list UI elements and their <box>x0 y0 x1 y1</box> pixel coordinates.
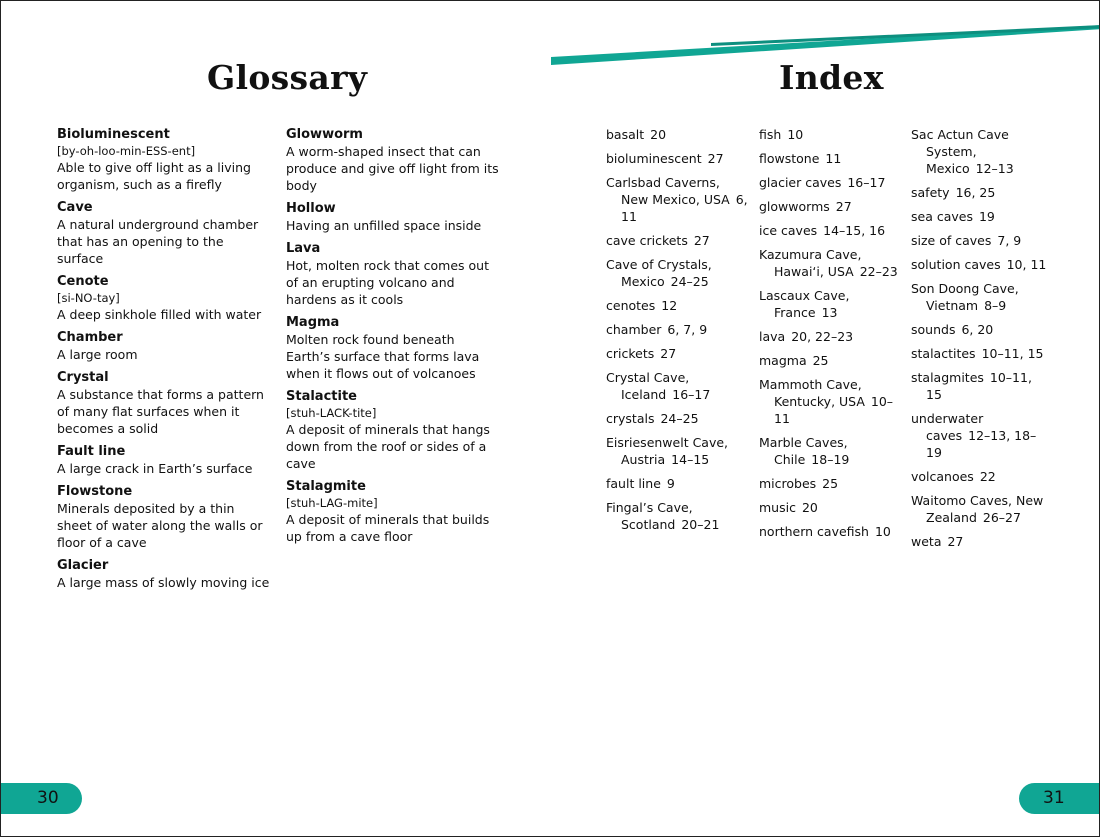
index-entry <box>759 434 904 468</box>
glossary-term: Glacier <box>57 558 109 573</box>
index-term: fish <box>759 127 782 142</box>
index-title: Index <box>779 58 884 97</box>
index-term: Mammoth Cave, Kentucky, USA <box>759 377 865 409</box>
glossary-entry <box>286 478 501 545</box>
index-term: Crystal Cave, Iceland <box>606 370 690 402</box>
index-term: northern cavefish <box>759 524 869 539</box>
index-entry <box>911 533 1051 550</box>
index-entry <box>759 246 904 280</box>
index-entry <box>606 126 751 143</box>
index-term: cenotes <box>606 298 656 313</box>
glossary-entry <box>286 200 501 234</box>
index-entry <box>759 126 904 143</box>
glossary-term: Hollow <box>286 201 336 216</box>
index-page-numbers: 27 <box>660 346 677 361</box>
index-page-numbers: 13 <box>821 305 838 320</box>
index-page-numbers: 27 <box>693 233 710 248</box>
index-term: Sac Actun Cave System, Mexico <box>911 127 1009 176</box>
glossary-entry <box>286 126 501 194</box>
page-number-left: 30 <box>1 783 82 814</box>
glossary-definition: A large mass of slowly moving ice <box>57 575 270 590</box>
index-page-numbers: 14–15, 16 <box>823 223 886 238</box>
index-page-numbers: 27 <box>835 199 852 214</box>
index-term: sounds <box>911 322 956 337</box>
glossary-definition: Able to give off light as a living organism, such as a firefly <box>57 160 251 192</box>
index-entry <box>911 345 1051 362</box>
index-term: safety <box>911 185 950 200</box>
index-entry <box>759 328 904 345</box>
index-page-numbers: 26–27 <box>982 510 1021 525</box>
glossary-definition: Molten rock found beneath Earth’s surface that forms lava when it flows out of volcanoes <box>286 332 480 381</box>
glossary-term: Flowstone <box>57 484 133 499</box>
glossary-title: Glossary <box>207 58 368 97</box>
index-entry <box>606 410 751 427</box>
index-page-numbers: 6, 7, 9 <box>667 322 708 337</box>
index-entry <box>759 499 904 516</box>
index-entry <box>759 222 904 239</box>
index-term: size of caves <box>911 233 992 248</box>
page-number-right: 31 <box>1019 783 1099 814</box>
glossary-pronunciation: [stuh-LAG-mite] <box>286 496 378 510</box>
glossary-term: Cave <box>57 200 93 215</box>
index-page-numbers: 16–17 <box>672 387 711 402</box>
index-entry <box>911 256 1051 273</box>
index-entry <box>606 232 751 249</box>
index-term: Carlsbad Caverns, New Mexico, USA <box>606 175 730 207</box>
index-page-numbers: 16–17 <box>847 175 886 190</box>
index-entry <box>606 297 751 314</box>
index-page-numbers: 12 <box>661 298 678 313</box>
index-term: Eisriesenwelt Cave, Austria <box>606 435 729 467</box>
glossary-column-2 <box>286 126 501 551</box>
index-entry <box>911 410 1051 461</box>
index-term: Marble Caves, Chile <box>759 435 848 467</box>
glossary-entry <box>286 240 501 308</box>
index-entry <box>911 321 1051 338</box>
index-page-numbers: 25 <box>822 476 839 491</box>
index-term: cave crickets <box>606 233 688 248</box>
index-column-3 <box>911 126 1051 557</box>
index-page-numbers: 24–25 <box>670 274 709 289</box>
glossary-pronunciation: [stuh-LACK-tite] <box>286 406 377 420</box>
index-page-numbers: 18–19 <box>811 452 850 467</box>
glossary-entry <box>57 126 272 193</box>
index-page-numbers: 10–11 <box>774 394 894 426</box>
glossary-definition: A substance that forms a pattern of many flat surfaces when it becomes a solid <box>57 387 264 436</box>
index-entry <box>606 499 751 533</box>
glossary-term: Crystal <box>57 370 109 385</box>
glossary-entry <box>57 199 272 267</box>
index-page-numbers: 6, 20 <box>961 322 994 337</box>
glossary-term: Fault line <box>57 444 126 459</box>
glossary-entry <box>286 388 501 472</box>
index-page-numbers: 10 <box>874 524 891 539</box>
glossary-term: Magma <box>286 315 340 330</box>
glossary-definition: A deep sinkhole filled with water <box>57 307 262 322</box>
index-page-numbers: 27 <box>707 151 724 166</box>
index-page-numbers: 11 <box>825 151 842 166</box>
index-page-numbers: 24–25 <box>660 411 699 426</box>
glossary-entry <box>57 369 272 437</box>
index-column-1 <box>606 126 751 540</box>
index-entry <box>759 523 904 540</box>
glossary-definition: A worm-shaped insect that can produce and give off light from its body <box>286 144 499 193</box>
index-term: Kazumura Cave, Hawai‘i, USA <box>759 247 862 279</box>
index-term: Fingal’s Cave, Scotland <box>606 500 693 532</box>
index-page-numbers: 25 <box>812 353 829 368</box>
index-entry <box>911 492 1051 526</box>
index-term: stalactites <box>911 346 976 361</box>
index-entry <box>759 352 904 369</box>
index-term: flowstone <box>759 151 820 166</box>
index-entry <box>606 345 751 362</box>
glossary-entry <box>57 557 272 591</box>
index-term: music <box>759 500 796 515</box>
index-term: chamber <box>606 322 662 337</box>
index-term: stalagmites <box>911 370 984 385</box>
index-entry <box>911 280 1051 314</box>
glossary-entry <box>57 273 272 323</box>
index-entry <box>606 369 751 403</box>
index-page-numbers: 20, 22–23 <box>791 329 854 344</box>
glossary-term: Stalagmite <box>286 479 366 494</box>
index-page-numbers: 27 <box>947 534 964 549</box>
glossary-term: Bioluminescent <box>57 127 170 142</box>
index-entry <box>911 369 1051 403</box>
index-entry <box>759 287 904 321</box>
glossary-entry <box>57 483 272 551</box>
index-entry <box>759 475 904 492</box>
index-term: Cave of Crystals, Mexico <box>606 257 712 289</box>
index-column-2 <box>759 126 904 547</box>
index-entry <box>911 184 1051 201</box>
index-entry <box>911 468 1051 485</box>
glossary-term: Glowworm <box>286 127 363 142</box>
index-entry <box>759 198 904 215</box>
index-term: Lascaux Cave, France <box>759 288 850 320</box>
index-page-numbers: 10 <box>787 127 804 142</box>
index-page-numbers: 10–11, 15 <box>926 370 1032 402</box>
index-page-numbers: 20–21 <box>681 517 720 532</box>
index-entry <box>759 174 904 191</box>
glossary-column-1 <box>57 126 272 597</box>
index-term: fault line <box>606 476 661 491</box>
index-entry <box>606 321 751 338</box>
index-term: ice caves <box>759 223 818 238</box>
index-entry <box>606 434 751 468</box>
glossary-definition: Hot, molten rock that comes out of an erupting volcano and hardens as it cools <box>286 258 489 307</box>
index-term: Waitomo Caves, New Zealand <box>911 493 1044 525</box>
index-term: crystals <box>606 411 655 426</box>
index-page-numbers: 20 <box>650 127 667 142</box>
index-page-numbers: 16, 25 <box>955 185 996 200</box>
index-term: basalt <box>606 127 645 142</box>
index-page-numbers: 20 <box>801 500 818 515</box>
index-page-numbers: 19 <box>978 209 995 224</box>
glossary-definition: Minerals deposited by a thin sheet of water along the walls or floor of a cave <box>57 501 263 550</box>
index-page-numbers: 10–11, 15 <box>981 346 1044 361</box>
index-entry <box>759 150 904 167</box>
index-term: Son Doong Cave, Vietnam <box>911 281 1019 313</box>
glossary-term: Lava <box>286 241 321 256</box>
index-term: crickets <box>606 346 655 361</box>
index-term: lava <box>759 329 786 344</box>
glossary-term: Stalactite <box>286 389 357 404</box>
glossary-entry <box>57 329 272 363</box>
index-term: sea caves <box>911 209 973 224</box>
glossary-term: Cenote <box>57 274 109 289</box>
glossary-pronunciation: [by-oh-loo-min-ESS-ent] <box>57 144 196 158</box>
glossary-term: Chamber <box>57 330 123 345</box>
index-page-numbers: 6, 11 <box>621 192 748 224</box>
index-entry <box>759 376 904 427</box>
glossary-definition: A deposit of minerals that hangs down from the roof or sides of a cave <box>286 422 490 471</box>
index-page-numbers: 12–13 <box>975 161 1014 176</box>
index-entry <box>911 126 1051 177</box>
index-page-numbers: 8–9 <box>984 298 1007 313</box>
index-entry <box>606 174 751 225</box>
index-page-numbers: 9 <box>666 476 675 491</box>
index-term: solution caves <box>911 257 1001 272</box>
glossary-entry <box>57 443 272 477</box>
index-term: bioluminescent <box>606 151 702 166</box>
glossary-definition: Having an unfilled space inside <box>286 218 482 233</box>
index-term: microbes <box>759 476 817 491</box>
index-entry <box>606 256 751 290</box>
index-entry <box>606 475 751 492</box>
index-page-numbers: 10, 11 <box>1006 257 1047 272</box>
index-entry <box>911 208 1051 225</box>
index-page-numbers: 14–15 <box>671 452 710 467</box>
index-term: glowworms <box>759 199 830 214</box>
glossary-definition: A natural underground chamber that has an opening to the surface <box>57 217 259 266</box>
index-term: volcanoes <box>911 469 974 484</box>
glossary-definition: A deposit of minerals that builds up from a cave floor <box>286 512 490 544</box>
glossary-pronunciation: [si-NO-tay] <box>57 291 120 305</box>
index-page-numbers: 22 <box>979 469 996 484</box>
index-entry <box>606 150 751 167</box>
glossary-definition: A large crack in Earth’s surface <box>57 461 253 476</box>
index-page-numbers: 22–23 <box>859 264 898 279</box>
index-entry <box>911 232 1051 249</box>
index-page-numbers: 7, 9 <box>997 233 1022 248</box>
index-term: underwater caves <box>911 411 984 443</box>
glossary-definition: A large room <box>57 347 138 362</box>
index-term: glacier caves <box>759 175 842 190</box>
index-term: magma <box>759 353 807 368</box>
index-page-numbers: 12–13, 18–19 <box>926 428 1037 460</box>
index-term: weta <box>911 534 942 549</box>
glossary-entry <box>286 314 501 382</box>
